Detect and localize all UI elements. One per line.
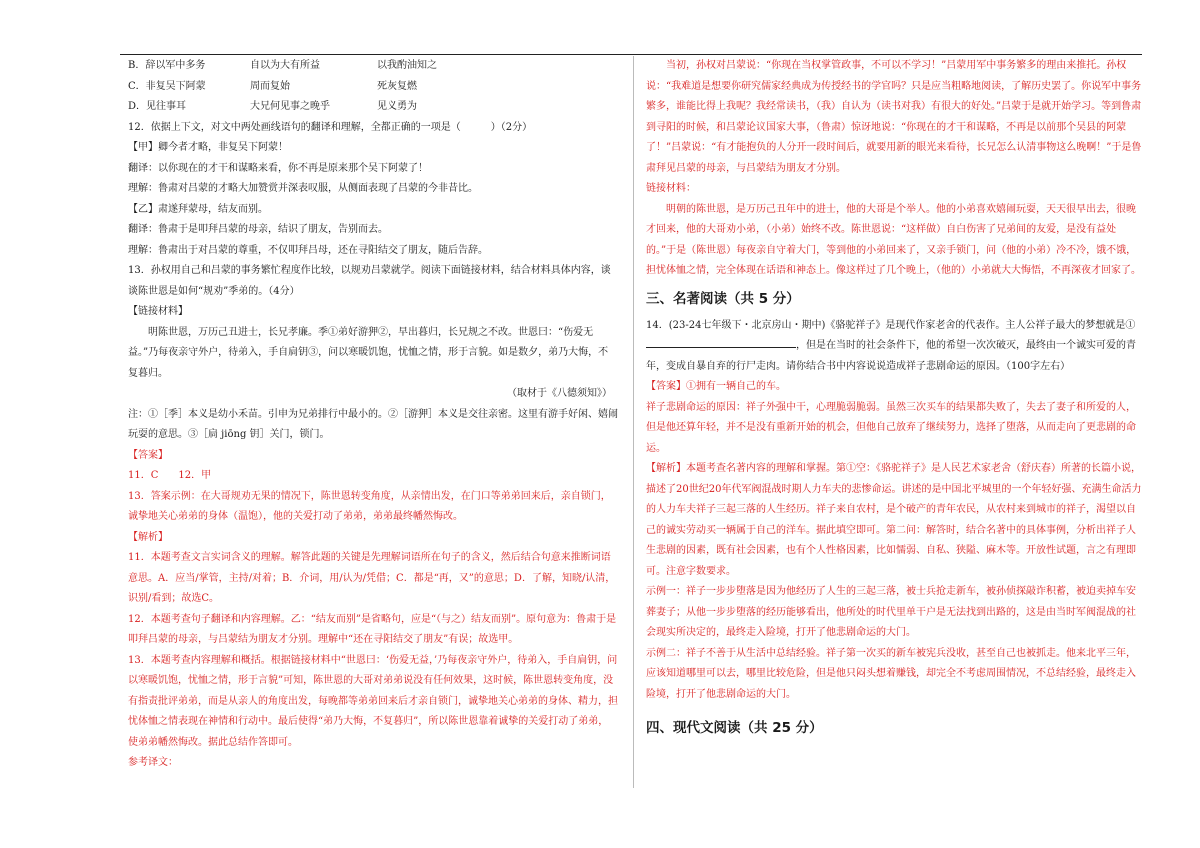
answer-14: 【答案】①拥有一辆自己的车。 bbox=[646, 381, 786, 392]
explanation-11: 11．本题考查文言实词含义的理解。解答此题的关键是先理解词语所在句子的含义，然后结合句意来推断词语意思。A．应当/掌管，主持/对着；B．介词，用/认为/凭借；C．都是“再，又”的意思；D．了解，知晓/认清，识别/看到；故选C。 bbox=[128, 552, 616, 604]
answer-blank bbox=[646, 336, 796, 348]
reference-translation: 当初，孙权对吕蒙说：“你现在当权掌管政事，不可以不学习！”吕蒙用军中事务繁多的理由来推托。孙权说：“我难道是想要你研究儒家经典成为传授经书的学官吗？只是应当粗略地阅读，了解历史罢了。你说军中事务繁多，谁能比得上我呢？我经常读书，（我）自认为（读书对我）有很大的好处。”吕蒙于是就开始学习。等到鲁肃到寻阳的时候，和吕蒙论议国家大事，（鲁肃）惊讶地说：“你现在的才干和谋略，不再是以前那个吴县的阿蒙了！”吕蒙说：“有才能抱负的人分开一段时间后，就要用新的眼光来看待，长兄怎么认清事物这么晚啊！”于是鲁肃拜见吕蒙的母亲，与吕蒙结为朋友才分别。 bbox=[646, 60, 1142, 174]
section-4-heading: 四、现代文阅读（共 25 分） bbox=[646, 720, 823, 736]
question-12: 12．依据上下文，对文中两处画线语句的翻译和理解，全都正确的一项是（ ）（2分） bbox=[128, 121, 533, 133]
answer-13: 13．答案示例：在大哥规劝无果的情况下，陈世恩转变角度，从亲情出发，在门口等弟弟回来后，亲自锁门，诚挚地关心弟弟的身体（温饱），他的关爱打动了弟弟，弟弟最终幡然悔改。 bbox=[128, 490, 611, 522]
yi-translation: 翻译：鲁肃于是叩拜吕蒙的母亲，结识了朋友，告别而去。 bbox=[128, 224, 388, 235]
yi-understanding: 理解：鲁肃出于对吕蒙的尊重，不仅叩拜吕母，还在寻阳结交了朋友，随后告辞。 bbox=[128, 244, 488, 256]
example-2: 示例二：祥子不善于从生活中总结经验。祥子第一次买的新车被宪兵没收，甚至自己也被抓走。他来北平三年，应该知道哪里可以去，哪里比较危险，但是他只闷头想着赚钱，却完全不考虑周围情况，不总结经验，最终走入险境，打开了他悲剧命运的大门。 bbox=[646, 647, 1136, 700]
right-column bbox=[646, 56, 1142, 739]
jia-translation: 翻译：以你现在的才干和谋略来看，你不再是原来那个吴下阿蒙了！ bbox=[128, 162, 428, 174]
explanation-label: 【解析】 bbox=[128, 531, 168, 543]
yi-sentence: 【乙】肃遂拜蒙母，结友而别。 bbox=[128, 203, 268, 215]
section-3-heading: 三、名著阅读（共 5 分） bbox=[646, 290, 800, 307]
explanation-14: 【解析】本题考查名著内容的理解和掌握。第①空：《骆驼祥子》是人民艺术家老舍（舒庆春）所著的长篇小说，描述了20世纪20年代军阀混战时期人力车夫的悲惨命运。讲述的是中国北平城里的一个年轻好强、充满生命活力的人力车夫祥子三起三落的人生经历。祥子来自农村，是个破产的青年农民，从农村来到城市的祥子，渴望以自己的诚实劳动买一辆属于自己的洋车。据此填空即可。第二问：解答时，结合名著中的具体事例，分析出祥子人生悲剧的因素，既有社会因素，也有个人性格因素，比如懦弱、自私、狭隘、麻木等。开放性试题，言之有理即可。注意字数要求。 bbox=[646, 463, 1142, 577]
jia-sentence: 【甲】卿今者才略，非复吴下阿蒙！ bbox=[128, 142, 288, 153]
question-14: 14．(23-24七年级下・北京房山・期中)《骆驼祥子》是现代作家老舍的代表作。主人公祥子最大的梦想就是①，但是在当时的社会条件下，他的希望一次次破灭，最终由一个诚实可爱的青年，变成自暴自弃的行尸走肉。请你结合书中内容说说造成祥子悲剧命运的原因。（100字左右） bbox=[646, 319, 1136, 372]
column-divider bbox=[633, 56, 634, 788]
link-translation: 明朝的陈世恩，是万历己丑年中的进士，他的大哥是个举人。他的小弟喜欢嬉闹玩耍，天天很早出去，很晚才回来，他的大哥劝小弟，（小弟）始终不改。陈世恩说：“这样做）自白伤害了兄弟间的友爱，是没有益处的。”于是（陈世恩）每夜亲自守着大门，等到他的小弟回来了，又亲手锁门，问（他的小弟）冷不冷，饿不饿，担忧体恤之情，完全体现在话语和神态上。像这样过了几个晚上，（他的）小弟就大大悔悟，不再深夜才回家了。 bbox=[646, 203, 1141, 276]
explanation-13: 13．本题考查内容理解和概括。根据链接材料中“世恩曰：‘伤爱无益，’乃每夜亲守外户，待弟入，手自扃钥，问以寒暖饥饱，忧恤之情，形于言貌”可知，陈世恩的大哥对弟弟说没有任何效果，这时候，陈世恩转变角度，没有指责批评弟弟，而是从亲人的角度出发，每晚都等弟弟回来后才亲自锁门，诚挚地关心弟弟的身体、精力，担忧体恤之情表现在神情和行动中。最后使得“弟乃大悔，不复暮归”，所以陈世恩靠着诚挚的关爱打动了弟弟，使弟弟幡然悔改。据此总结作答即可。 bbox=[128, 654, 618, 748]
left-column bbox=[128, 56, 618, 774]
question-13: 13．孙权用自己和吕蒙的事务繁忙程度作比较，以规劝吕蒙就学。阅读下面链接材料，结合材料具体内容，谈谈陈世恩是如何“规劝”季弟的。（4分） bbox=[128, 265, 611, 297]
answer-label: 【答案】 bbox=[128, 449, 168, 461]
link-material-label: 【链接材料】 bbox=[128, 306, 188, 317]
option-d: D．见往事耳 大兄何见事之晚乎 见义勇为 bbox=[128, 101, 417, 112]
header-rule bbox=[120, 54, 1142, 55]
option-b: B．辞以军中多务 自以为大有所益 以我酌油知之 bbox=[128, 60, 437, 71]
reference-translation-label: 参考译文： bbox=[128, 757, 178, 768]
answer-11-12: 11．C 12．甲 bbox=[128, 470, 212, 481]
answer-14-reason: 祥子悲剧命运的原因：祥子外强中干，心理脆弱脆弱。虽然三次买车的结果都失败了，失去了妻子和所爱的人，但是他还算年轻，并不是没有重新开始的机会，但他自己放弃了继续努力，选择了堕落，从而走向了更悲剧的命运。 bbox=[646, 401, 1136, 454]
example-1: 示例一：祥子一步步堕落是因为他经历了人生的三起三落，被士兵抢走新车，被孙侦探敲诈积蓄，被迫卖掉车安葬妻子；从他一步步堕落的经历能够看出，他所处的时代里单干户是无法找到出路的，这是由当时军阀混战的社会现实所决定的，最终走入险境，打开了他悲剧命运的大门。 bbox=[646, 586, 1136, 638]
link-material-text: 明陈世恩，万历己丑进士，长兄孝廉。季①弟好游狎②，早出暮归，长兄规之不改。世恩曰：“伤爱无益。”乃每夜亲守外户，待弟入，手自扃钥③，问以寒暖饥饱，忧恤之情，形于言貌。如是数夕，弟乃大悔，不复暮归。 bbox=[128, 326, 609, 379]
source-citation: （取材于《八德须知》） bbox=[507, 388, 612, 399]
jia-understanding: 理解：鲁肃对吕蒙的才略大加赞赏并深表叹服，从侧面表现了吕蒙的今非昔比。 bbox=[128, 183, 478, 194]
link-translation-label: 链接材料： bbox=[646, 183, 696, 194]
option-c: C．非复吴下阿蒙 周而复始 死灰复燃 bbox=[128, 80, 417, 92]
annotations: 注：①［季］本义是幼小禾苗。引申为兄弟排行中最小的。②［游狎］本义是交往亲密。这里有游手好闲、嬉闹玩耍的意思。③［扃 jiōng 钥］关门，锁门。 bbox=[128, 408, 618, 440]
explanation-12: 12．本题考查句子翻译和内容理解。乙：“结友而别”是省略句，应是“（与之）结友而别”。原句意为：鲁肃于是叩拜吕蒙的母亲，与吕蒙结为朋友才分别。理解中“还在寻阳结交了朋友”有误；故选甲。 bbox=[128, 613, 617, 645]
